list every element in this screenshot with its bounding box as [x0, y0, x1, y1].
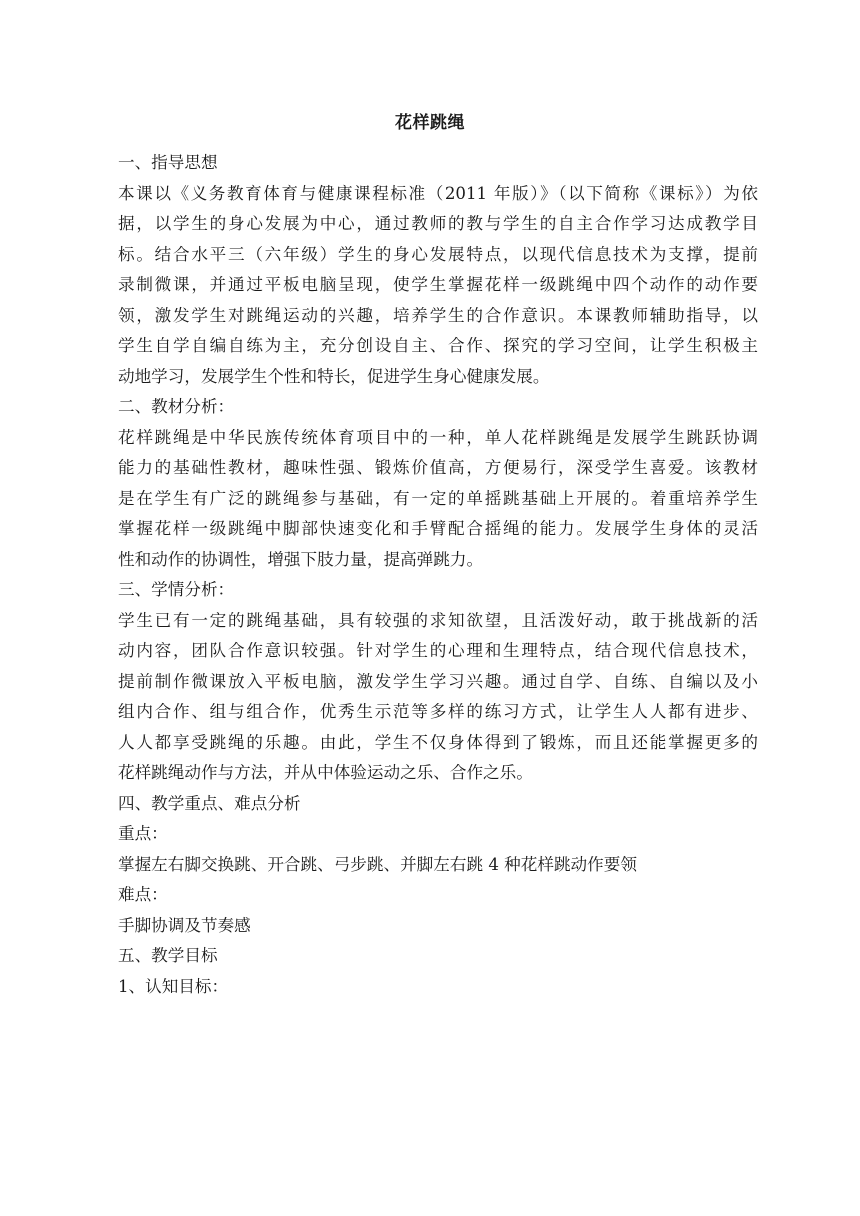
section-heading-guiding-ideas: 一、指导思想: [118, 153, 218, 172]
paragraph-line: 据，以学生的身心发展为中心，通过教师的教与学生的自主合作学习达成教学目: [118, 214, 758, 233]
paragraph-line: 本课以《义务教育体育与健康课程标准（2011 年版）》（以下简称《课标》）为依: [118, 183, 758, 203]
section-heading-material-analysis: 二、教材分析：: [118, 397, 235, 416]
document-title: 花样跳绳: [395, 113, 465, 133]
paragraph-line: 动内容，团队合作意识较强。针对学生的心理和生理特点，结合现代信息技术，: [118, 641, 758, 660]
paragraph-line: 花样跳绳是中华民族传统体育项目中的一种，单人花样跳绳是发展学生跳跃协调: [118, 427, 758, 447]
difficulty-text: 手脚协调及节奏感: [118, 915, 251, 935]
paragraph-line: 人人都享受跳绳的乐趣。由此，学生不仅身体得到了锻炼，而且还能掌握更多的: [118, 732, 758, 752]
section-heading-student-analysis: 三、学情分析：: [118, 580, 235, 599]
paragraph-line: 掌握花样一级跳绳中脚部快速变化和手臂配合摇绳的能力。发展学生身体的灵活: [118, 519, 758, 538]
key-point-label: 重点：: [118, 824, 168, 843]
cognitive-goal-label: 1、认知目标：: [118, 976, 229, 996]
paragraph-line: 领，激发学生对跳绳运动的兴趣，培养学生的合作意识。本课教师辅助指导，以: [118, 305, 758, 325]
difficulty-label: 难点：: [118, 885, 168, 904]
paragraph-line: 能力的基础性教材，趣味性强、锻炼价值高，方便易行，深受学生喜爱。该教材: [118, 458, 758, 477]
document-body: [118, 148, 758, 1002]
paragraph-line: 学生自学自编自练为主，充分创设自主、合作、探究的学习空间，让学生积极主: [118, 336, 758, 355]
paragraph-line: 提前制作微课放入平板电脑，激发学生学习兴趣。通过自学、自练、自编以及小: [118, 671, 758, 691]
paragraph-line: 组内合作、组与组合作，优秀生示范等多样的练习方式，让学生人人都有进步、: [118, 702, 758, 721]
paragraph-line: 花样跳绳动作与方法，并从中体验运动之乐、合作之乐。: [118, 763, 533, 782]
paragraph-line: 录制微课，并通过平板电脑呈现，使学生掌握花样一级跳绳中四个动作的动作要: [118, 275, 758, 294]
paragraph-line: 性和动作的协调性，增强下肢力量，提高弹跳力。: [118, 549, 484, 569]
section-heading-teaching-goals: 五、教学目标: [118, 946, 218, 965]
paragraph-line: 是在学生有广泛的跳绳参与基础，有一定的单摇跳基础上开展的。着重培养学生: [118, 488, 758, 508]
key-point-text: 掌握左右脚交换跳、开合跳、弓步跳、并脚左右跳 4 种花样跳动作要领: [118, 854, 637, 874]
section-heading-key-difficulty: 四、教学重点、难点分析: [118, 793, 301, 813]
paragraph-line: 学生已有一定的跳绳基础，具有较强的求知欲望，且活泼好动，敢于挑战新的活: [118, 610, 758, 630]
paragraph-line: 动地学习，发展学生个性和特长，促进学生身心健康发展。: [118, 366, 550, 386]
paragraph-line: 标。结合水平三（六年级）学生的身心发展特点，以现代信息技术为支撑，提前: [118, 244, 758, 264]
